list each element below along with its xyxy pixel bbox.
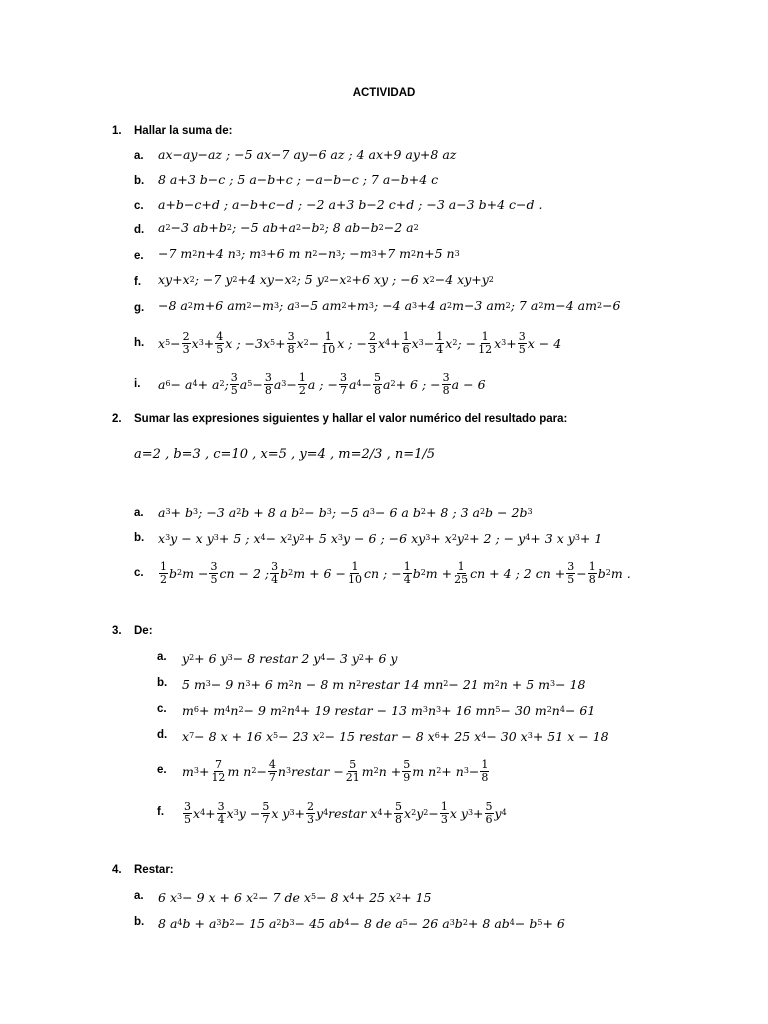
- q3-label-e: e.: [157, 764, 167, 776]
- q2-label-c: c.: [134, 567, 144, 579]
- q4-label-a: a.: [134, 890, 144, 902]
- q2-label-a: a.: [134, 507, 144, 519]
- question-4-heading: Restar:: [134, 864, 174, 876]
- q3-expression-a: y 2 + 6 y 3 − 8 restar 2 y 4 − 3 y 2 + 6 y: [182, 650, 398, 666]
- question-1-heading: Hallar la suma de:: [134, 125, 233, 137]
- question-3-heading: De:: [134, 625, 153, 637]
- page-title: ACTIVIDAD: [352, 87, 416, 99]
- q1-expression-a: ax−ay−az ; −5 ax−7 ay−6 az ; 4 ax+9 ay+8 az: [158, 147, 457, 162]
- q2-expression-a: a 3 + b 3 ; −3 a 2 b + 8 a b 2 − b 3 ; −5 a 3 − 6 a b 2 + 8 ; 3 a 2 b − 2b 3: [158, 504, 533, 520]
- q1-label-i: i.: [134, 378, 141, 390]
- q1-label-c: c.: [134, 200, 144, 212]
- question-4-number: 4.: [112, 864, 122, 876]
- q4-label-b: b.: [134, 916, 145, 928]
- q2-label-b: b.: [134, 532, 145, 544]
- q3-expression-d: x 7 − 8 x + 16 x 5 − 23 x 2 − 15 restar − 8 x 6 + 25 x 4 − 30 x 3 + 51 x − 18: [182, 728, 609, 744]
- question-2-heading: Sumar las expresiones siguientes y hallar el valor numérico del resultado para:: [134, 413, 568, 425]
- question-1-number: 1.: [112, 125, 122, 137]
- q1-expression-i: a 6 − a 4 + a 2 ; 3 5 a 5 − 3 8 a 3 − 1 2 a ; − 3 7 a 4 − 5 8 a 2 + 6 ; − 3 8 a − 6: [158, 370, 486, 397]
- q3-expression-c: m 6 + m 4 n 2 − 9 m 2 n 4 + 19 restar − 13 m 3 n 3 + 16 mn 5 − 30 m 2 n 4 − 61: [182, 702, 596, 718]
- question-2-number: 2.: [112, 413, 122, 425]
- q1-label-h: h.: [134, 337, 145, 349]
- q3-label-f: f.: [157, 806, 165, 818]
- q3-label-d: d.: [157, 729, 168, 741]
- q1-expression-h: x 5 − 2 3 x 3 + 4 5 x ; −3x 5 + 3 8 x 2 − 1 10 x ; − 2 3 x 4 + 1 6 x 3 − 1 4 x 2 ; − 1 12 x 3 + 3 5 x − 4: [158, 329, 562, 356]
- q3-label-c: c.: [157, 703, 167, 715]
- q3-label-b: b.: [157, 677, 168, 689]
- q3-expression-e: m 3 + 7 12 m n 2 − 4 7 n 3 restar − 5 21 m 2 n + 5 9 m n 2 + n 3 − 1 8: [182, 757, 489, 784]
- q1-expression-f: xy+x 2 ; −7 y 2 +4 xy−x 2 ; 5 y 2 −x 2 +6 xy ; −6 x 2 −4 xy+y 2: [158, 272, 494, 287]
- q4-expression-b: 8 a 4 b + a 3 b 2 − 15 a 2 b 3 − 45 ab 4 − 8 de a 5 − 26 a 3 b 2 + 8 ab 4 − b 5 + 6: [158, 915, 565, 931]
- q1-expression-g: −8 a 2 m+6 am 2 −m 3 ; a 3 −5 am 2 +m 3 ; −4 a 3 +4 a 2 m−3 am 2 ; 7 a 2 m−4 am 2 −6: [158, 298, 621, 313]
- q2-expression-b: x 3 y − x y 3 + 5 ; x 4 − x 2 y 2 + 5 x 3 y − 6 ; −6 xy 3 + x 2 y 2 + 2 ; − y 4 + 3 x y 3 + 1: [158, 530, 603, 546]
- q1-expression-d: a 2 −3 ab+b 2 ; −5 ab+a 2 −b 2 ; 8 ab−b 2 −2 a 2: [158, 220, 419, 235]
- q3-expression-f: 3 5 x 4 + 3 4 x 3 y − 5 7 x y 3 + 2 3 y 4 restar x 4 + 5 8 x 2 y 2 − 1 3 x y 3 + 5 6 y 4: [184, 799, 507, 826]
- q1-expression-e: −7 m 2 n+4 n 3 ; m 3 +6 m n 2 −n 3 ; −m 3 +7 m 2 n+5 n 3: [158, 246, 460, 261]
- q1-label-a: a.: [134, 150, 144, 162]
- q1-label-e: e.: [134, 250, 144, 262]
- q3-expression-b: 5 m 3 − 9 n 3 + 6 m 2 n − 8 m n 2 restar 14 mn 2 − 21 m 2 n + 5 m 3 − 18: [182, 676, 586, 692]
- q1-label-b: b.: [134, 175, 145, 187]
- question-3-number: 3.: [112, 625, 122, 637]
- q2-expression-c: 1 2 b 2 m − 3 5 cn − 2 ; 3 4 b 2 m + 6 − 1 10 cn ; − 1 4 b 2 m + 1 25 cn + 4 ; 2 cn + 3 5 − 1 8 b 2 m .: [160, 559, 631, 586]
- q4-expression-a: 6 x 3 − 9 x + 6 x 2 − 7 de x 5 − 8 x 4 + 25 x 2 + 15: [158, 889, 432, 905]
- q1-label-g: g.: [134, 302, 145, 314]
- q3-label-a: a.: [157, 651, 167, 663]
- q1-label-f: f.: [134, 276, 142, 288]
- q1-expression-c: a+b−c+d ; a−b+c−d ; −2 a+3 b−2 c+d ; −3 a−3 b+4 c−d .: [158, 197, 543, 212]
- q1-label-d: d.: [134, 224, 145, 236]
- q2-values: a=2 , b=3 , c=10 , x=5 , y=4 , m=2/3 , n=1/5: [134, 446, 436, 462]
- q1-expression-b: 8 a+3 b−c ; 5 a−b+c ; −a−b−c ; 7 a−b+4 c: [158, 172, 439, 187]
